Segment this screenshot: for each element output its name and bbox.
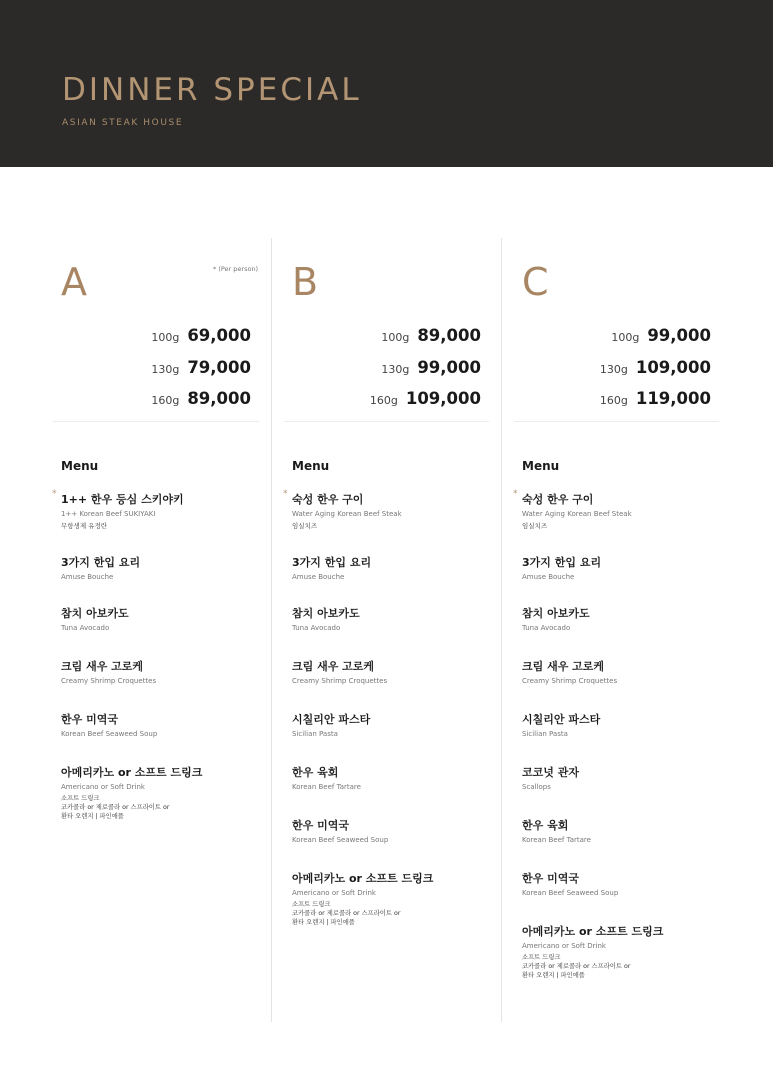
price-row: [551, 326, 711, 358]
menu-item: [522, 711, 727, 738]
item-drink-options: [61, 794, 266, 821]
price-row: [321, 358, 481, 390]
item-name-ko: 크림 새우 고로케: [522, 660, 605, 673]
item-name-ko: 참치 아보카도: [522, 607, 590, 620]
menu-item: [292, 817, 497, 844]
drink-options-line: 환타 오렌지 | 파인애플: [61, 813, 124, 820]
menu-item: [292, 711, 497, 738]
menu-item: [522, 605, 727, 632]
menu-item: [52, 489, 266, 530]
menu-item: [292, 605, 497, 632]
menu-list: [283, 489, 497, 927]
item-name-en: Korean Beef Tartare: [522, 836, 591, 844]
menu-item: [61, 658, 266, 685]
price-list: [91, 326, 251, 421]
item-name-ko: 크림 새우 고로케: [292, 660, 375, 673]
item-name-en: Amuse Bouche: [522, 573, 575, 581]
item-name-ko: 3가지 한입 요리: [292, 556, 372, 569]
item-name-en: Creamy Shrimp Croquettes: [522, 677, 618, 685]
plan-column-a: [41, 238, 271, 1022]
page-title: DINNER SPECIAL: [62, 72, 362, 108]
item-name-ko: 아메리카노 or 소프트 드링크: [61, 766, 203, 779]
price-weight: 160g: [369, 394, 398, 407]
item-note: 임실치즈: [522, 522, 548, 530]
item-name-en: Americano or Soft Drink: [522, 942, 606, 950]
item-name-ko: 참치 아보카도: [292, 607, 360, 620]
menu-item: [61, 554, 266, 581]
item-drink-options: [292, 900, 497, 927]
item-name-ko: 1++ 한우 등심 스키야키: [61, 493, 184, 506]
item-name-ko: 숙성 한우 구이: [522, 493, 594, 506]
price-amount: 99,000: [417, 357, 481, 377]
item-name-en: Americano or Soft Drink: [61, 783, 145, 791]
price-row: [321, 389, 481, 421]
price-list: [321, 326, 481, 421]
item-name-en: 1++ Korean Beef SUKIYAKI: [61, 510, 156, 518]
item-name-en: Korean Beef Seaweed Soup: [522, 889, 619, 897]
price-weight: 130g: [151, 362, 180, 376]
drink-options-title: 소프트 드링크: [522, 954, 561, 961]
divider: [514, 421, 719, 422]
drink-options-line: 코카콜라 or 제로콜라 or 스프라이트 or: [61, 804, 170, 811]
plan-column-c: [501, 238, 731, 1022]
item-name-ko: 한우 미역국: [292, 819, 349, 832]
menu-item: [522, 554, 727, 581]
item-name-en: Korean Beef Seaweed Soup: [61, 730, 158, 738]
item-name-ko: 아메리카노 or 소프트 드링크: [292, 872, 434, 885]
price-weight: 100g: [381, 331, 410, 344]
drink-options-line: 코카콜라 or 제로콜라 or 스프라이트 or: [522, 963, 631, 970]
menu-item: [513, 489, 727, 530]
menu-item: [61, 605, 266, 632]
menu-heading: Menu: [292, 459, 330, 473]
price-row: [91, 326, 251, 358]
star-marker: *: [283, 489, 288, 499]
item-name-ko: 한우 미역국: [522, 872, 579, 885]
menu-item: [292, 870, 497, 927]
item-name-en: Scallops: [522, 783, 551, 791]
price-weight: 160g: [151, 394, 180, 407]
drink-options-line: 코카콜라 or 제로콜라 or 스프라이트 or: [292, 910, 401, 917]
menu-item: [292, 764, 497, 791]
price-row: [321, 326, 481, 358]
divider: [284, 421, 489, 422]
item-name-en: Tuna Avocado: [522, 624, 571, 632]
item-name-en: Amuse Bouche: [61, 573, 114, 581]
page-subtitle: ASIAN STEAK HOUSE: [62, 118, 184, 128]
plan-letter: C: [522, 260, 549, 304]
price-weight: 100g: [151, 331, 180, 344]
item-name-en: Sicilian Pasta: [522, 730, 568, 738]
menu-item: [522, 870, 727, 897]
item-name-ko: 참치 아보카도: [61, 607, 129, 620]
price-row: [91, 389, 251, 421]
item-name-en: Water Aging Korean Beef Steak: [522, 510, 632, 518]
price-amount: 109,000: [635, 357, 711, 377]
item-name-ko: 아메리카노 or 소프트 드링크: [522, 925, 664, 938]
item-note: 무항생제 유정란: [61, 522, 108, 530]
item-name-ko: 한우 육회: [522, 819, 569, 832]
menu-item: [522, 923, 727, 980]
item-name-ko: 한우 미역국: [61, 713, 118, 726]
drink-options-title: 소프트 드링크: [292, 901, 331, 908]
divider: [53, 421, 259, 422]
price-row: [551, 389, 711, 421]
item-name-en: Americano or Soft Drink: [292, 889, 376, 897]
price-row: [91, 358, 251, 390]
item-name-ko: 크림 새우 고로케: [61, 660, 144, 673]
menu-item: [522, 764, 727, 791]
drink-options-title: 소프트 드링크: [61, 795, 100, 802]
menu-item: [61, 764, 266, 821]
price-weight: 100g: [611, 331, 640, 344]
star-marker: *: [52, 489, 57, 499]
star-marker: *: [513, 489, 518, 499]
menu-list: [513, 489, 727, 980]
menu-item: [283, 489, 497, 530]
menu-item: [522, 658, 727, 685]
price-weight: 130g: [381, 362, 410, 376]
item-name-ko: 코코넛 관자: [522, 766, 579, 779]
price-amount: 89,000: [187, 389, 251, 408]
item-name-ko: 시칠리안 파스타: [522, 713, 601, 726]
item-name-en: Tuna Avocado: [61, 624, 110, 632]
price-row: [551, 358, 711, 390]
price-amount: 119,000: [635, 389, 711, 408]
item-name-ko: 시칠리안 파스타: [292, 713, 371, 726]
plan-letter: A: [61, 260, 87, 304]
price-amount: 99,000: [647, 326, 711, 345]
price-amount: 79,000: [187, 357, 251, 377]
per-person-note: * (Per person): [213, 265, 259, 273]
price-list: [551, 326, 711, 421]
price-weight: 130g: [599, 362, 628, 376]
plan-column-b: [271, 238, 501, 1022]
menu-item: [61, 711, 266, 738]
item-name-ko: 3가지 한입 요리: [522, 556, 602, 569]
item-name-en: Creamy Shrimp Croquettes: [292, 677, 388, 685]
item-name-en: Korean Beef Seaweed Soup: [292, 836, 389, 844]
menu-list: [52, 489, 266, 821]
item-name-en: Creamy Shrimp Croquettes: [61, 677, 157, 685]
item-name-en: Korean Beef Tartare: [292, 783, 361, 791]
price-amount: 89,000: [417, 326, 481, 345]
menu-item: [522, 817, 727, 844]
price-weight: 160g: [599, 394, 628, 407]
plan-letter: B: [292, 260, 319, 304]
item-name-en: Water Aging Korean Beef Steak: [292, 510, 402, 518]
item-name-ko: 3가지 한입 요리: [61, 556, 141, 569]
drink-options-line: 환타 오렌지 | 파인애플: [292, 919, 355, 926]
item-name-en: Tuna Avocado: [292, 624, 341, 632]
price-amount: 69,000: [187, 326, 251, 345]
price-amount: 109,000: [405, 389, 481, 408]
item-name-en: Amuse Bouche: [292, 573, 345, 581]
item-name-en: Sicilian Pasta: [292, 730, 338, 738]
drink-options-line: 환타 오렌지 | 파인애플: [522, 972, 585, 979]
menu-heading: Menu: [522, 459, 560, 473]
item-drink-options: [522, 953, 727, 980]
menu-heading: Menu: [61, 459, 99, 473]
header-banner: [0, 0, 773, 167]
menu-item: [292, 658, 497, 685]
item-note: 임실치즈: [292, 522, 318, 530]
menu-item: [292, 554, 497, 581]
item-name-ko: 한우 육회: [292, 766, 339, 779]
item-name-ko: 숙성 한우 구이: [292, 493, 364, 506]
